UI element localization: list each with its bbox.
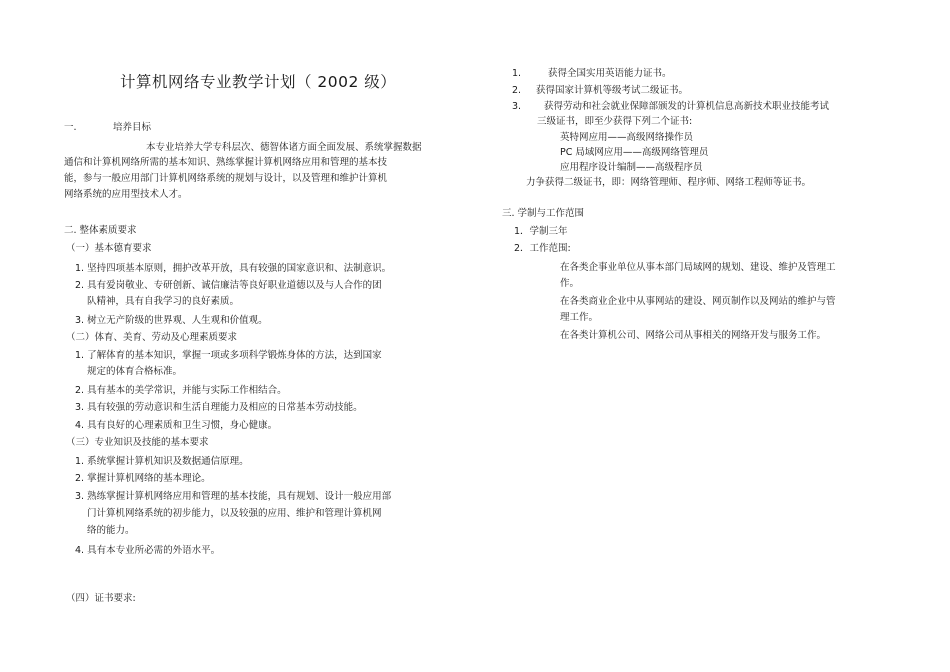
subsection-heading: （三）专业知识及技能的基本要求	[66, 437, 209, 448]
section-1-paragraph-line: 本专业培养大学专科层次、德智体诸方面全面发展、系统掌握数据	[146, 142, 422, 153]
certificate-item: 应用程序设计编制——高级程序员	[560, 162, 703, 173]
subsection-heading: （四）证书要求:	[66, 593, 136, 604]
section-1-heading: 培养目标	[113, 122, 152, 133]
certificate-item: PC 局域网应用——高级网络管理员	[560, 147, 709, 158]
list-item: 4. 具有良好的心理素质和卫生习惯，身心健康。	[75, 420, 278, 431]
list-number: 3.	[512, 101, 522, 112]
list-item-continuation: 门计算机网络系统的初步能力，以及较强的应用、维护和管理计算机网	[87, 508, 382, 519]
list-item: 2. 具有基本的美学常识，并能与实际工作相结合。	[75, 385, 287, 396]
list-item-continuation: 络的能力。	[87, 525, 135, 536]
list-item: 1. 坚持四项基本原则，拥护改革开放，具有较强的国家意识和、法制意识。	[75, 263, 392, 274]
certificate-item: 英特网应用——高级网络操作员	[560, 132, 694, 143]
list-item: 获得国家计算机等级考试二级证书。	[536, 85, 689, 96]
list-item-continuation: 规定的体育合格标准。	[87, 366, 183, 377]
section-2-heading: 二. 整体素质要求	[64, 225, 137, 236]
list-item: 3. 具有较强的劳动意识和生活自理能力及相应的日常基本劳动技能。	[75, 402, 363, 413]
certificate-note: 力争获得二级证书，即：网络管理师、程序师、网络工程师等证书。	[526, 177, 812, 188]
subsection-heading: （二）体育、美育、劳动及心理素质要求	[66, 332, 238, 343]
work-scope-line: 作。	[560, 278, 580, 289]
list-item: 2. 具有爱岗敬业、专研创新、诚信廉洁等良好职业道德以及与人合作的团	[75, 280, 382, 291]
list-number: 1.	[512, 68, 522, 79]
list-item: 获得劳动和社会就业保障部颁发的计算机信息高新技术职业技能考试	[544, 101, 830, 112]
subsection-heading: （一）基本德育要求	[66, 243, 152, 254]
work-scope-line: 在各类计算机公司、网络公司从事相关的网络开发与服务工作。	[560, 330, 827, 341]
list-item: 4. 具有本专业所必需的外语水平。	[75, 545, 221, 556]
list-number: 2.	[512, 85, 522, 96]
section-1-paragraph-line: 能，参与一般应用部门计算机网络系统的规划与设计，以及管理和维护计算机	[64, 173, 388, 184]
section-1-paragraph-line: 通信和计算机网络所需的基本知识、熟练掌握计算机网络应用和管理的基本技	[64, 157, 388, 168]
work-scope-line: 理工作。	[560, 312, 599, 323]
list-item: 3. 熟练掌握计算机网络应用和管理的基本技能，具有规划、设计一般应用部	[75, 491, 392, 502]
list-item-continuation: 队精神，具有自我学习的良好素质。	[87, 296, 240, 307]
list-item: 2．工作范围:	[514, 243, 571, 254]
list-item-continuation: 三级证书，即至少获得下列二个证书:	[537, 116, 693, 127]
section-1-paragraph-line: 网络系统的应用型技术人才。	[64, 189, 188, 200]
page-title: 计算机网络专业教学计划（ 2002 级）	[120, 73, 397, 91]
list-item: 2. 掌握计算机网络的基本理论。	[75, 473, 211, 484]
work-scope-line: 在各类企事业单位从事本部门局域网的规划、建设、维护及管理工	[560, 262, 836, 273]
work-scope-line: 在各类商业企业中从事网站的建设、网页制作以及网站的维护与管	[560, 296, 836, 307]
list-item: 1. 系统掌握计算机知识及数据通信原理。	[75, 456, 249, 467]
section-1-number: 一.	[64, 122, 77, 133]
list-item: 3. 树立无产阶级的世界观、人生观和价值观。	[75, 315, 268, 326]
list-item: 获得全国实用英语能力证书。	[548, 68, 672, 79]
section-3-heading: 三. 学制与工作范围	[502, 208, 585, 219]
list-item: 1．学制三年	[514, 226, 568, 237]
list-item: 1. 了解体育的基本知识，掌握一项或多项科学锻炼身体的方法，达到国家	[75, 350, 382, 361]
